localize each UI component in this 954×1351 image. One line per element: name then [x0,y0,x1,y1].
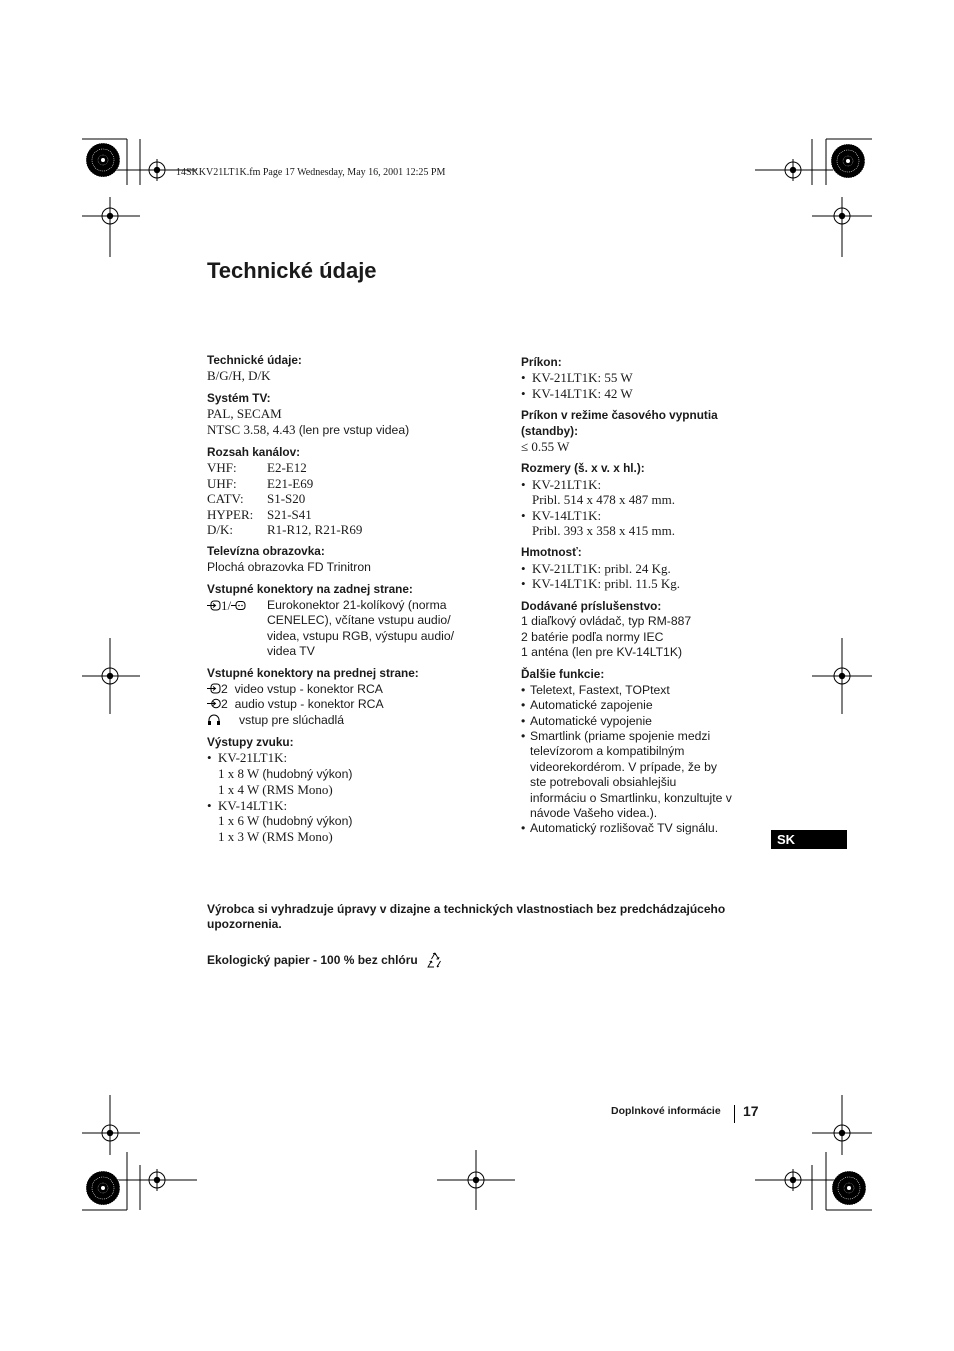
headphones-icon [207,714,221,726]
page-title: Technické údaje [207,258,377,283]
specs-right-column [521,355,761,844]
file-info-header: 14SKKV21LT1K.fm Page 17 Wednesday, May 16, 2001 12:25 PM [176,167,446,178]
input-arrow-icon [207,600,221,611]
section-heading: Rozsah kanálov: [207,445,301,460]
list-subitem: Pribl. 514 x 478 x 487 mm. [532,492,676,508]
list-subitem: 1 x 4 W (RMS Mono) [218,782,333,798]
section-rear-connectors [207,582,492,659]
section-front-connectors [207,666,492,728]
language-tab: SK [771,830,847,849]
system-line-2: NTSC 3.58, 4.43 (len pre vstup videa) [207,421,410,437]
section-heading: Rozmery (š. x v. x hl.): [521,461,645,476]
list-item: • KV-14LT1K: 42 W [521,386,761,401]
section-weight [521,545,761,591]
system-line-1: PAL, SECAM [207,406,282,422]
scart-connector-row [207,598,492,660]
section-heading: Ďalšie funkcie: [521,667,605,682]
scart-description: Eurokonektor 21-kolíkový (norma CENELEC), včítane vstupu audio/ videa, vstupu RGB, výstupu audio/ videa TV [267,597,454,658]
target-star-bottom-left [86,1171,120,1205]
section-dimensions [521,461,761,538]
target-star-top-right [831,144,865,178]
section-technical [207,353,492,384]
list-item: • Automatické vypojenie [521,714,761,729]
registration-mark-bottom-center [465,1169,487,1191]
list-item: • Teletext, Fastext, TOPtext [521,683,761,698]
footer-section-label: Doplnkové informácie [611,1105,721,1117]
list-subitem: Pribl. 393 x 358 x 415 mm. [532,523,676,539]
registration-mark-top-left [146,159,168,181]
footer-divider [734,1105,735,1123]
section-heading: Systém TV: [207,390,271,405]
front-headphones: vstup pre slúchadlá [207,713,492,728]
list-item: • KV-21LT1K: [207,750,492,765]
recycle-icon [426,951,444,969]
registration-mark-top-right-lower [831,205,853,227]
list-item-smartlink: • Smartlink (priame spojenie medzi televízorom a kompatibilným videorekordérom. V prípade, že by ste potrebovali obsiahlejšiu informáciu o Smartlinku, konzultujte v návode Vašeho videa.). [521,729,761,821]
list-item: • Automatické zapojenie [521,698,761,713]
section-screen [207,544,492,575]
list-item: • KV-14LT1K: [207,798,492,813]
channel-row: UHF: E21-E69 [207,475,314,491]
list-item: • KV-21LT1K: [521,477,761,492]
list-item: • KV-21LT1K: pribl. 24 Kg. [521,561,761,576]
section-heading: Dodávané príslušenstvo: [521,598,662,613]
list-item: • KV-14LT1K: [521,508,761,523]
section-heading: Príkon: [521,355,562,369]
registration-mark-bottom-right-upper [831,1122,853,1144]
specs-left-column [207,353,492,852]
section-tv-system [207,391,492,438]
target-star-bottom-right [832,1171,866,1205]
list-subitem: 1 x 8 W (hudobný výkon) [218,765,353,781]
section-heading: Televízna obrazovka: [207,544,325,559]
channel-row: VHF: E2-E12 [207,460,307,476]
front-audio-input: 2 audio vstup - konektor RCA [207,697,492,712]
disclaimer-notice: Výrobca si vyhradzuje úpravy v dizajne a technických vlastnostiach bez predchádzajúceho upozornenia. [207,902,726,931]
section-heading: Vstupné konektory na zadnej strane: [207,582,413,597]
section-standby [521,408,761,454]
list-subitem: 1 x 6 W (hudobný výkon) [218,812,353,828]
section-power [521,355,761,401]
section-heading: Výstupy zvuku: [207,734,294,749]
list-item: • KV-14LT1K: pribl. 11.5 Kg. [521,576,761,591]
list-subitem: 1 x 3 W (RMS Mono) [218,829,333,845]
section-heading-cont: (standby): [521,423,579,438]
front-video-input: 2 video vstup - konektor RCA [207,682,492,697]
registration-mark-mid-right [831,665,853,687]
channel-row: HYPER: S21-S41 [207,506,312,522]
channel-row: D/K: R1-R12, R21-R69 [207,522,363,538]
registration-mark-bottom-right [782,1169,804,1191]
section-heading: Technické údaje: [207,353,302,367]
section-heading: Vstupné konektory na prednej strane: [207,666,419,681]
section-channel-range [207,445,492,537]
tv-standard-value: B/G/H, D/K [207,368,271,384]
section-sound-outputs [207,735,492,845]
section-features [521,667,761,836]
section-accessories [521,599,761,661]
page-number: 17 [743,1103,759,1119]
target-star-top-left [86,143,120,177]
list-item: 1 diaľkový ovládač, typ RM-887 [521,614,692,629]
standby-value: ≤ 0.55 W [521,439,570,455]
audio-input-icon [207,698,221,709]
channel-row: CATV: S1-S20 [207,491,306,507]
registration-mark-top-left-lower [99,205,121,227]
video-input-icon [207,683,221,694]
screen-value: Plochá obrazovka FD Trinitron [207,559,371,574]
list-item: 2 batérie podľa normy IEC [521,629,664,644]
scart-symbol: 1/ [207,598,267,614]
list-item: • KV-21LT1K: 55 W [521,370,761,385]
section-heading: Hmotnosť: [521,545,582,560]
list-item: 1 anténa (len pre KV-14LT1K) [521,644,683,659]
eco-paper-note: Ekologický papier - 100 % bez chlóru [207,951,444,969]
list-item: • Automatický rozlišovač TV signálu. [521,821,761,836]
registration-mark-bottom-left [146,1169,168,1191]
scart-output-icon [231,600,246,611]
registration-mark-bottom-left-upper [99,1122,121,1144]
registration-mark-top-right [782,159,804,181]
section-heading: Príkon v režime časového vypnutia [521,408,718,423]
registration-mark-mid-left [99,665,121,687]
